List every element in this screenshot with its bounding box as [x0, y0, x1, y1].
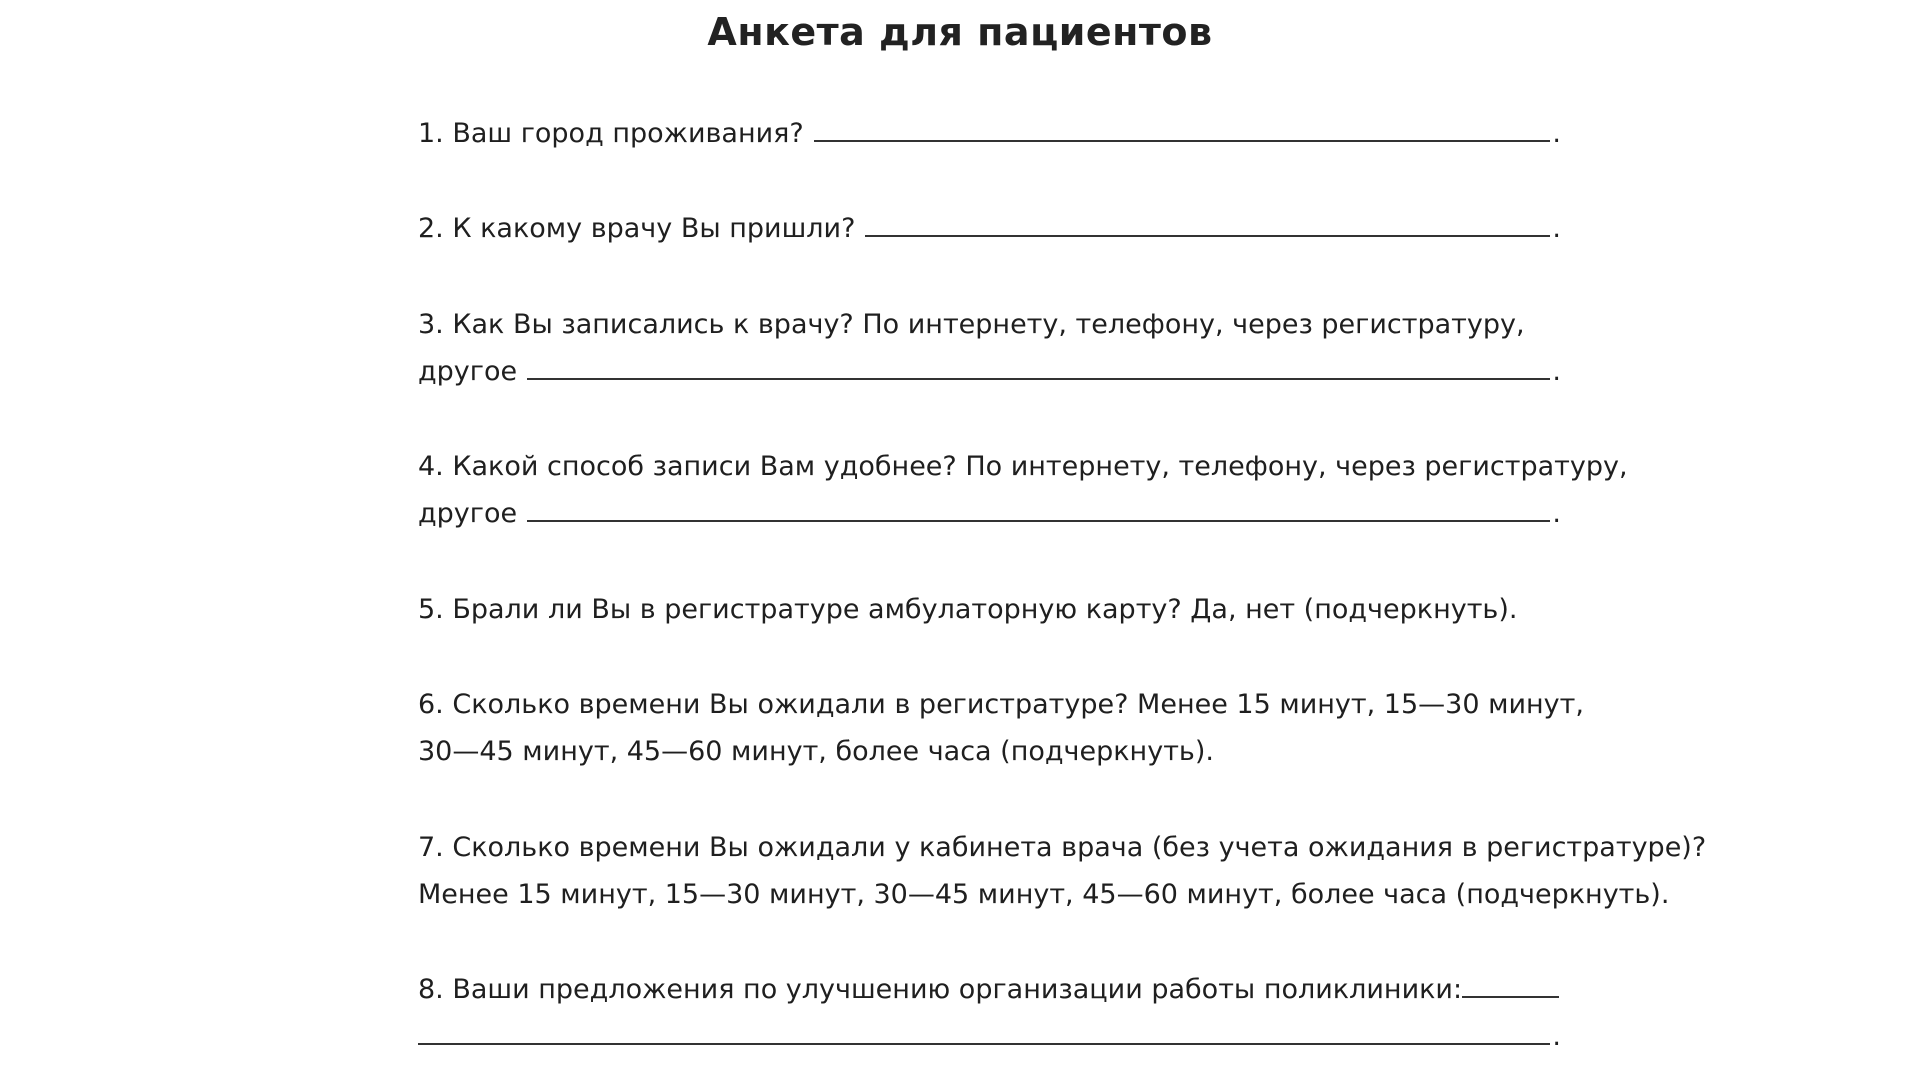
question-2-text: 2. К какому врачу Вы пришли?	[418, 213, 856, 244]
question-6-options: 30—45 минут, 45—60 минут, более часа (подчеркнуть).	[418, 736, 1214, 767]
question-8-answer-line-1[interactable]	[1462, 972, 1559, 998]
question-8-answer-line-2[interactable]	[418, 1019, 1550, 1045]
question-1	[418, 114, 1561, 154]
question-4-end: .	[1552, 498, 1561, 529]
question-3-line-1	[418, 305, 1561, 345]
question-6-line-2	[418, 732, 1561, 772]
question-6-text: 6. Сколько времени Вы ожидали в регистратуре? Менее 15 минут, 15—30 минут,	[418, 689, 1584, 720]
question-7-line-1	[418, 828, 1707, 868]
question-2	[418, 209, 1561, 249]
question-1-end: .	[1552, 118, 1561, 149]
question-7-text: 7. Сколько времени Вы ожидали у кабинета врача (без учета ожидания в регистратуре)?	[418, 832, 1707, 863]
question-5-text: 5. Брали ли Вы в регистратуре амбулаторную карту? Да, нет (подчеркнуть).	[418, 594, 1518, 625]
question-4-line-1	[418, 447, 1628, 487]
question-1-text: 1. Ваш город проживания?	[418, 118, 804, 149]
question-7-options: Менее 15 минут, 15—30 минут, 30—45 минут, 45—60 минут, более часа (подчеркнуть).	[418, 879, 1670, 910]
page-title: Анкета для пациентов	[707, 10, 1213, 54]
question-3-answer-line[interactable]	[527, 354, 1550, 380]
question-6-line-1	[418, 685, 1584, 725]
question-1-answer-line[interactable]	[814, 116, 1551, 142]
question-3-other-label: другое	[418, 356, 518, 387]
question-8-text: 8. Ваши предложения по улучшению организации работы поликлиники:	[418, 974, 1463, 1005]
question-3-line-2	[418, 352, 1561, 392]
question-2-answer-line[interactable]	[865, 211, 1550, 237]
question-7-line-2	[418, 875, 1670, 915]
question-4-line-2	[418, 494, 1561, 534]
question-4-answer-line[interactable]	[527, 496, 1550, 522]
question-3-end: .	[1552, 356, 1561, 387]
question-4-text: 4. Какой способ записи Вам удобнее? По интернету, телефону, через регистратуру,	[418, 451, 1628, 482]
question-8	[418, 970, 1561, 1010]
question-8-line-2	[418, 1017, 1561, 1057]
question-8-end: .	[1552, 1021, 1561, 1052]
question-2-end: .	[1552, 213, 1561, 244]
question-5	[418, 590, 1561, 630]
question-4-other-label: другое	[418, 498, 518, 529]
question-3-text: 3. Как Вы записались к врачу? По интернету, телефону, через регистратуру,	[418, 309, 1525, 340]
